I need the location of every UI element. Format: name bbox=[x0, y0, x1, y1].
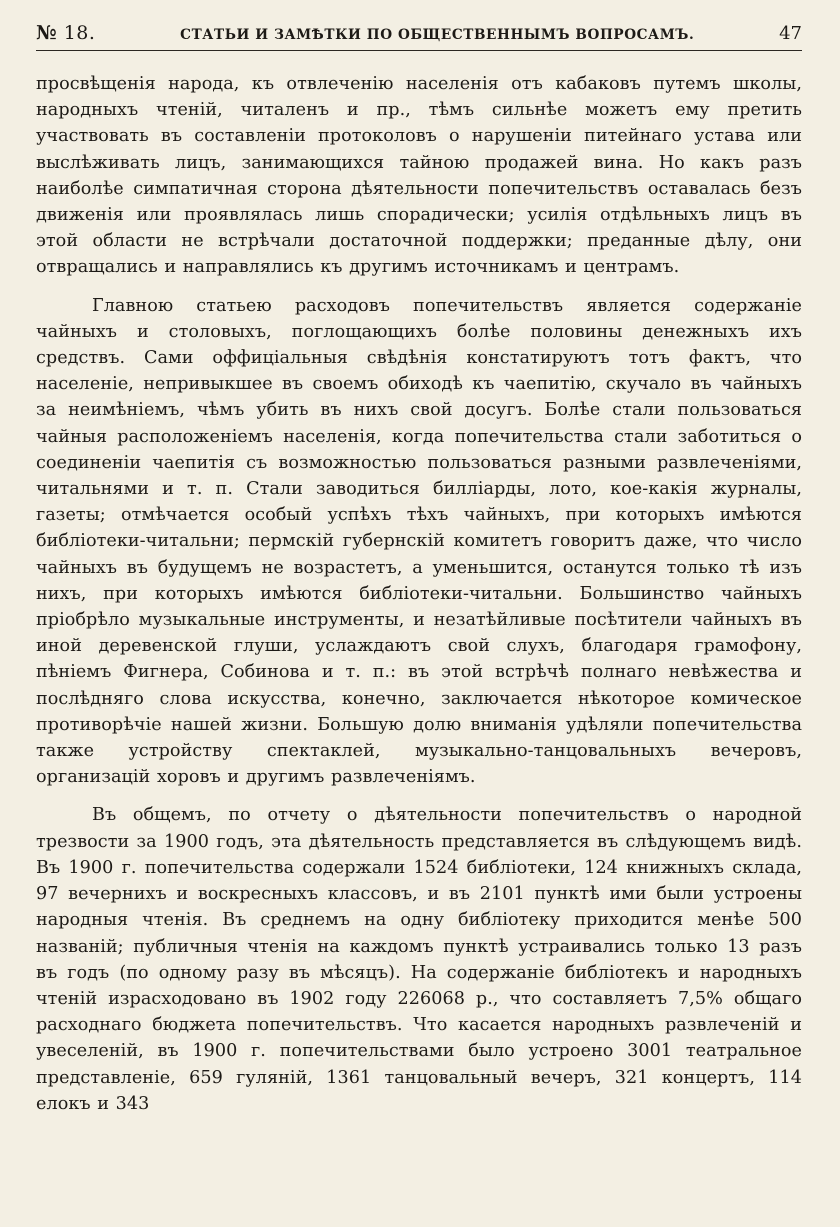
running-header bbox=[36, 22, 802, 48]
issue-number-value: 18. bbox=[63, 22, 96, 44]
issue-sign: № bbox=[36, 22, 58, 44]
running-title: СТАТЬИ И ЗАМѢТКИ ПО ОБЩЕСТВЕННЫМЪ ВОПРОСАМЪ. bbox=[180, 27, 695, 43]
issue-number bbox=[36, 22, 95, 44]
page-number: 47 bbox=[779, 23, 802, 44]
paragraph-continued: просвѣщенія народа, къ отвлеченію населенія отъ кабаковъ путемъ школы, народныхъ чтеній, читаленъ и пр., тѣмъ сильнѣе можетъ ему претить участвовать въ составленіи протоколовъ о нарушеніи питейнаго устава или выслѣживать лицъ, занимающихся тайною продажей вина. Но какъ разъ наиболѣе симпатичная сторона дѣятельности попечительствъ оставалась безъ движенія или проявлялась лишь спорадически; усилія отдѣльныхъ лицъ въ этой области не встрѣчали достаточной поддержки; преданные дѣлу, они отвращались и направлялись къ другимъ источникамъ и центрамъ. bbox=[36, 74, 802, 278]
header-rule bbox=[36, 50, 802, 51]
article-body bbox=[36, 71, 802, 1117]
paragraph-summary-1900: Въ общемъ, по отчету о дѣятельности попечительствъ о народной трезвости за 1900 годъ, эта дѣятельность представляется въ слѣдующемъ видѣ. Въ 1900 г. попечительства содержали 1524 библіотеки, 124 книжныхъ склада, 97 вечернихъ и воскресныхъ классовъ, и въ 2101 пунктѣ ими были устроены народныя чтенія. Въ среднемъ на одну библіотеку приходится менѣе 500 названій; публичныя чтенія на каждомъ пунктѣ устраивались только 13 разъ въ годъ (по одному разу въ мѣсяцъ). На содержаніе библіотекъ и народныхъ чтеній израсходовано въ 1902 году 226068 р., что составляетъ 7,5% общаго расходнаго бюджета попечительствъ. Что касается народныхъ развлеченій и увеселеній, въ 1900 г. попечительствами было устроено 3001 театральное представленіе, 659 гуляній, 1361 танцовальный вечеръ, 321 концертъ, 114 елокъ и 343 bbox=[36, 805, 802, 1114]
paragraph-tearooms: Главною статьею расходовъ попечительствъ является содержаніе чайныхъ и столовыхъ, поглощающихъ болѣе половины денежныхъ ихъ средствъ. Сами оффиціальныя свѣдѣнія констатируютъ тотъ фактъ, что населеніе, непривыкшее въ своемъ обиходѣ къ чаепитію, скучало въ чайныхъ за неимѣніемъ, чѣмъ убить въ нихъ свой досугъ. Болѣе стали пользоваться чайныя расположеніемъ населенія, когда попечительства стали заботиться о соединеніи чаепитія съ возможностью пользоваться разными развлеченіями, читальнями и т. п. Стали заводиться билліарды, лото, кое-какія журналы, газеты; отмѣчается особый успѣхъ тѣхъ чайныхъ, при которыхъ имѣются библіотеки-читальни; пермскій губернскій комитетъ говоритъ даже, что число чайныхъ въ будущемъ не возрастетъ, а уменьшится, останутся только тѣ изъ нихъ, при которыхъ имѣются библіотеки-читальни. Большинство чайныхъ пріобрѣло музыкальные инструменты, и незатѣйливые посѣтители чайныхъ въ иной деревенской глуши, услаждаютъ свой слухъ, благодаря грамофону, пѣніемъ Фигнера, Собинова и т. п.: въ этой встрѣчѣ полнаго невѣжества и послѣдняго слова искусства, конечно, заключается нѣкоторое комическое противорѣчіе нашей жизни. Большую долю вниманія удѣляли попечительства также устройству спектаклей, музыкально-танцовальныхъ вечеровъ, организацій хоровъ и другимъ развлеченіямъ. bbox=[36, 295, 802, 788]
